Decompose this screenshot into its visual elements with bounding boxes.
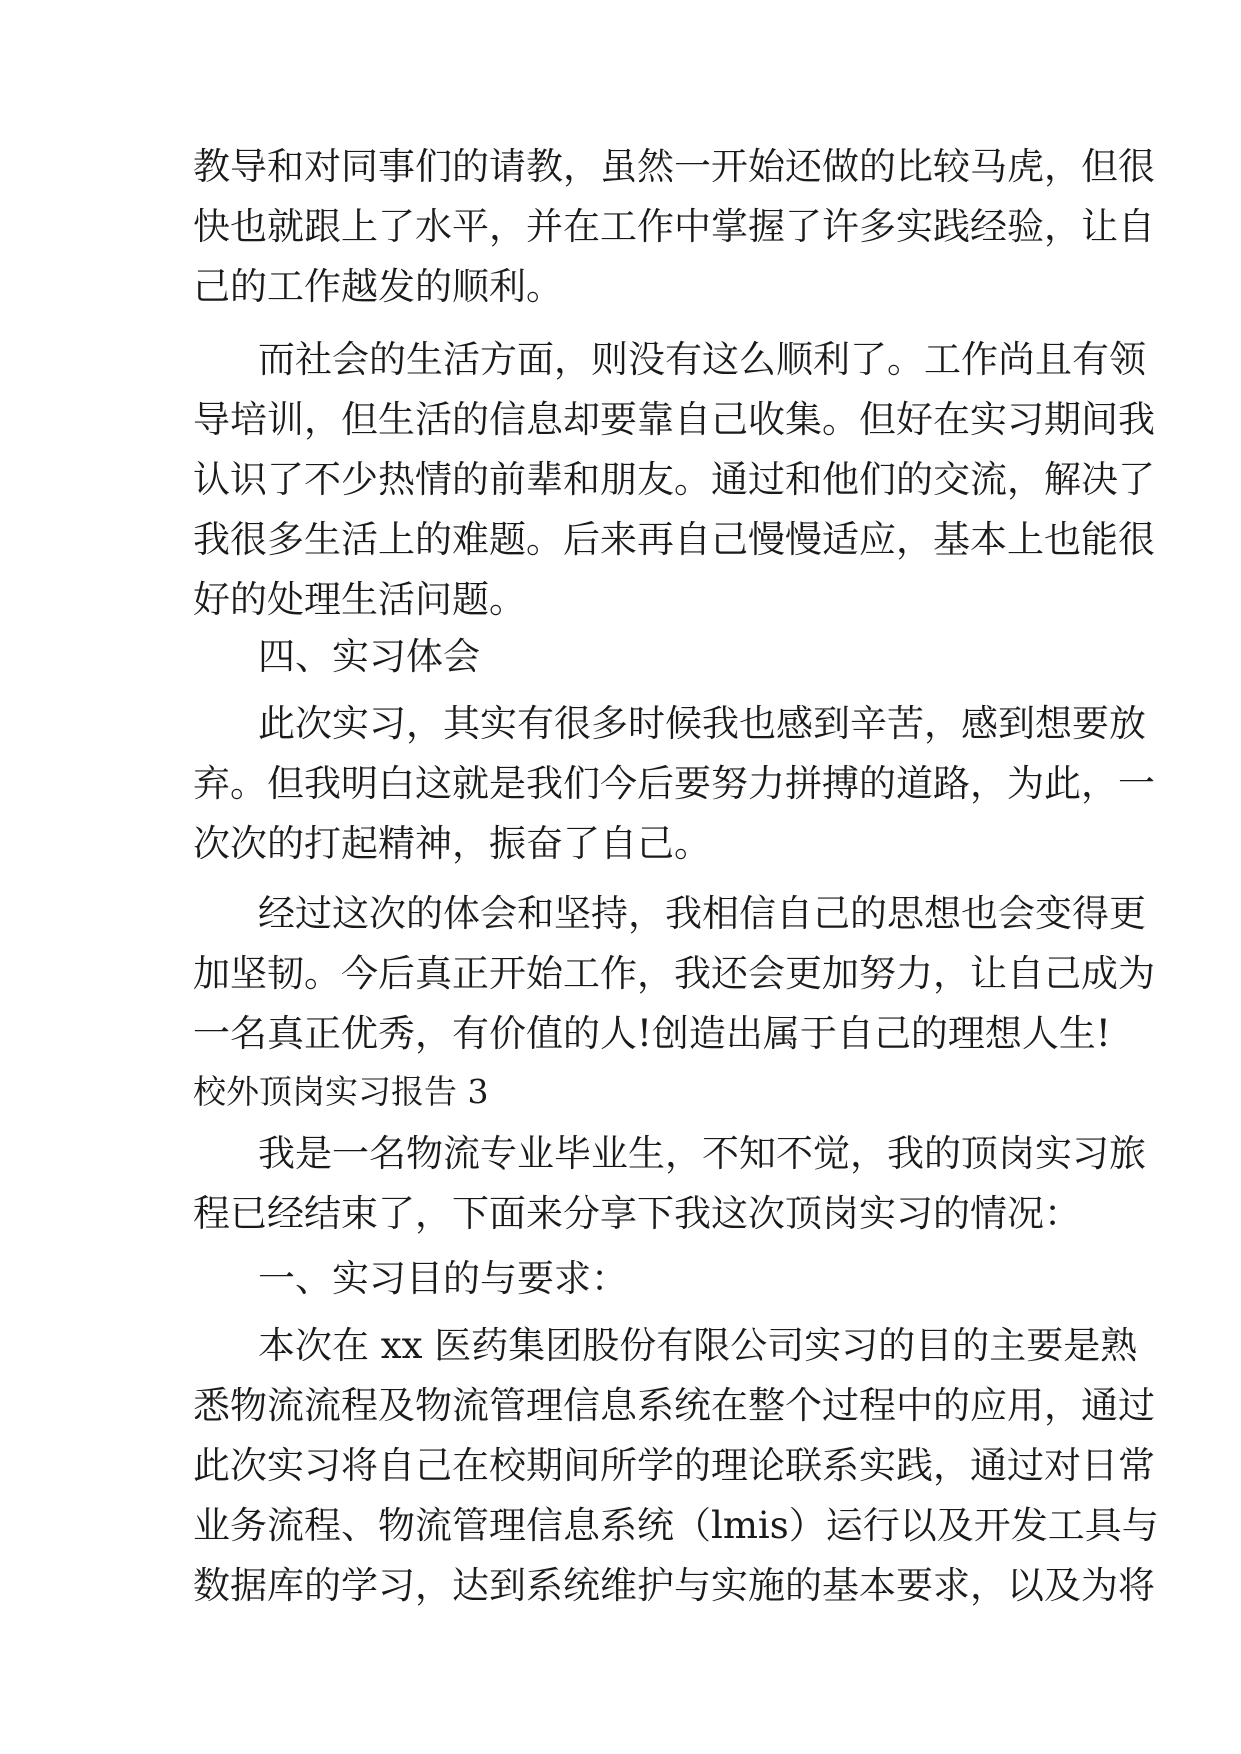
paragraph-line: 数据库的学习，达到系统维护与实施的基本要求，以及为将 [193,1564,1155,1607]
paragraph-line: 悉物流流程及物流管理信息系统在整个过程中的应用，通过 [193,1384,1155,1427]
paragraph-line: 本次在 xx 医药集团股份有限公司实习的目的主要是熟 [258,1324,1138,1367]
paragraph-line: 加坚韧。今后真正开始工作，我还会更加努力，让自己成为 [193,952,1155,995]
paragraph-line: 认识了不少热情的前辈和朋友。通过和他们的交流，解决了 [193,458,1155,501]
report-title: 校外顶岗实习报告 3 [193,1072,489,1111]
section-heading: 一、实习目的与要求： [258,1257,628,1300]
paragraph-line: 弃。但我明白这就是我们今后要努力拼搏的道路，为此，一 [193,762,1155,805]
paragraph-line: 此次实习，其实有很多时候我也感到辛苦，感到想要放 [258,702,1146,745]
paragraph-line: 好的处理生活问题。 [193,578,526,621]
paragraph-line: 教导和对同事们的请教，虽然一开始还做的比较马虎，但很 [193,145,1155,188]
paragraph-line: 程已经结束了，下面来分享下我这次顶岗实习的情况： [193,1192,1081,1235]
paragraph-line: 次次的打起精神，振奋了自己。 [193,822,711,865]
paragraph-line: 此次实习将自己在校期间所学的理论联系实践，通过对日常 [193,1444,1155,1487]
paragraph-line: 导培训，但生活的信息却要靠自己收集。但好在实习期间我 [193,398,1155,441]
section-heading: 四、实习体会 [258,635,480,678]
paragraph-line: 业务流程、物流管理信息系统（lmis）运行以及开发工具与 [193,1504,1159,1547]
paragraph-line: 快也就跟上了水平，并在工作中掌握了许多实践经验，让自 [193,205,1155,248]
paragraph-line: 我是一名物流专业毕业生，不知不觉，我的顶岗实习旅 [258,1132,1146,1175]
paragraph-line: 己的工作越发的顺利。 [193,265,563,308]
paragraph-line: 我很多生活上的难题。后来再自己慢慢适应，基本上也能很 [193,518,1155,561]
paragraph-line: 一名真正优秀，有价值的人!创造出属于自己的理想人生! [193,1012,1111,1055]
paragraph-line: 经过这次的体会和坚持，我相信自己的思想也会变得更 [258,892,1146,935]
paragraph-line: 而社会的生活方面，则没有这么顺利了。工作尚且有领 [258,338,1146,381]
